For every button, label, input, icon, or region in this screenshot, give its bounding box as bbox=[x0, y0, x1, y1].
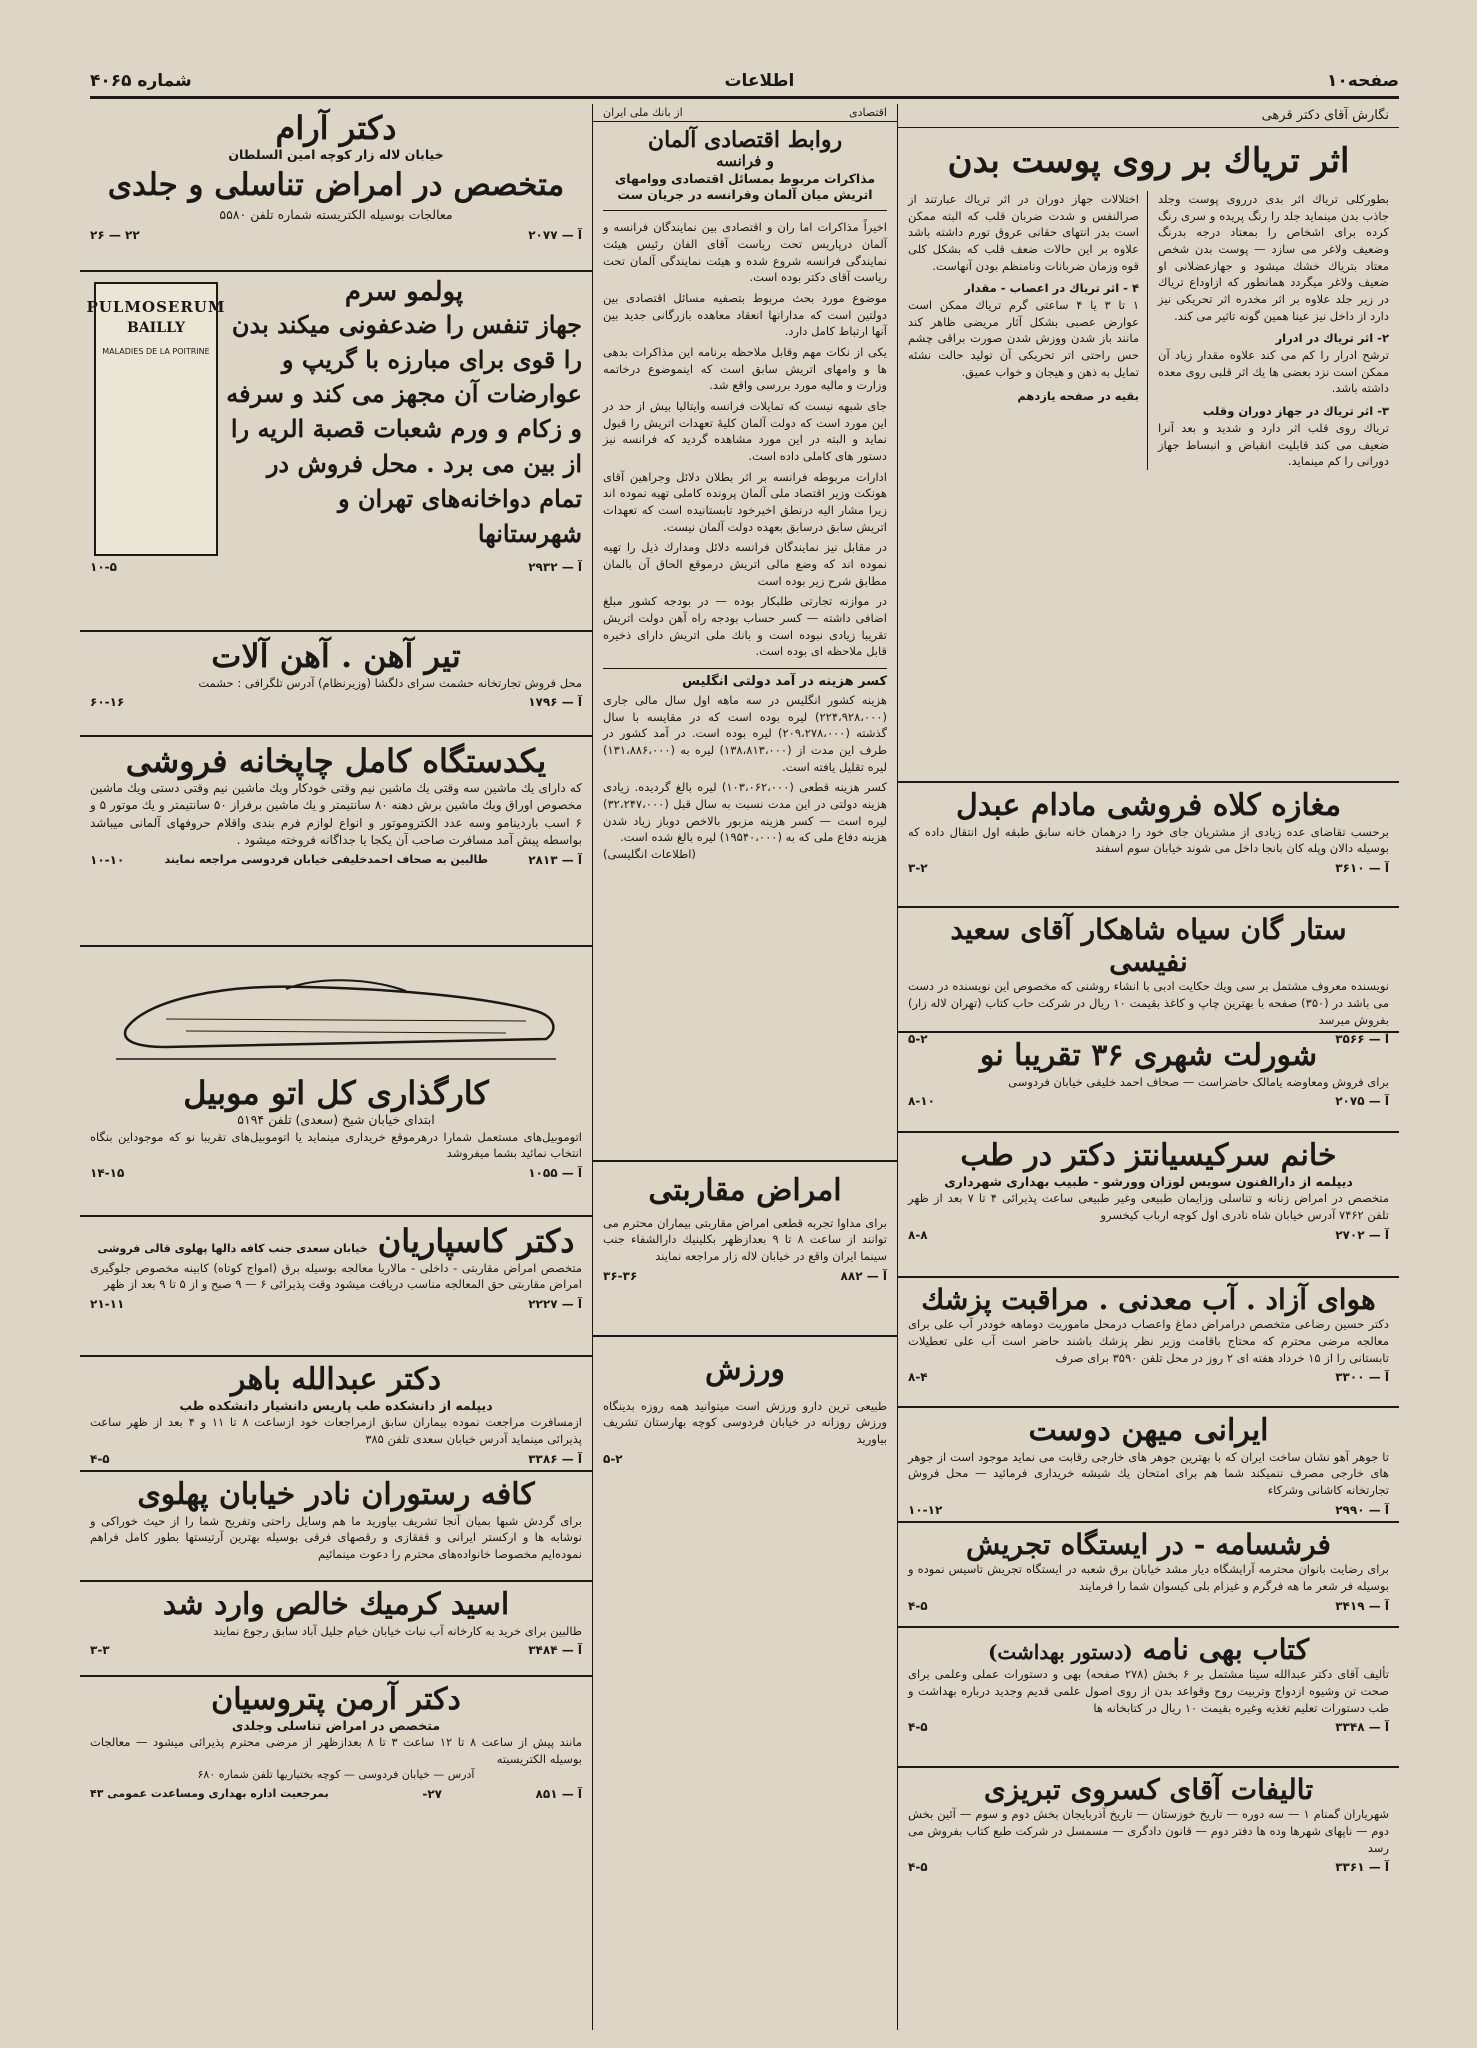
ad-ref: آ — ۱۷۹۶ bbox=[528, 695, 582, 710]
ad-formic-acid bbox=[80, 1582, 592, 1677]
ad-headline: متخصص در امراض تناسلی و جلدی bbox=[107, 166, 565, 203]
article-subtitle: مذاکرات مربوط بمسائل اقتصادی ووامهای اتریش میان آلمان وفرانسه در جریان ست bbox=[603, 171, 887, 212]
article-para: کسر هزینه قطعی (۱۰۳،۰۶۲،۰۰۰) لیره بالغ گردیده. زیادی هزینه دولتی در این مدت نسبت به سال قبل (۳۲،۲۴۷،۰۰۰) لیره است — کسر هزینه مزبور بالاخص دوباز زیاد شدن هزینه دفاع ملی که به (۱۹۵۴۰،۰۰۰) لیره بالغ شده است. bbox=[603, 780, 887, 845]
ad-title: دکتر عبدالله باهر bbox=[230, 1362, 442, 1397]
ad-title: دکتر کاسپاریان bbox=[377, 1222, 575, 1260]
issue-number: شماره ۴۰۶۵ bbox=[90, 71, 192, 91]
ad-ref: آ — ۳۳۸۶ bbox=[528, 1451, 582, 1466]
ad-title: کارگذاری کل اتو موبیل bbox=[183, 1074, 489, 1112]
ad-body: ازمسافرت مراجعت نموده بیماران سابق ازمراجعات خود ازساعت ۸ تا ۱۱ و ۴ بعد از ظهر ساعت پذیرائی مینماید آدرس خیابان سعدی تلفن ۳۸۵ bbox=[90, 1415, 583, 1447]
ad-body: شهریاران گمنام ۱ — سه دوره — تاریخ خوزستان — تاریخ آذربایجان بخش دوم و سوم — آئین بخش دوم — ناپهای شهرها وده ها دفتر دوم — قانون دادگری — مسمسل در شرکت طبع کتاب بفروش می رسد bbox=[908, 1807, 1389, 1855]
pkg-brand: PULMOSERUM bbox=[86, 298, 226, 316]
ad-ref: آ — ۲۷۰۲ bbox=[1335, 1227, 1389, 1242]
ad-ref: آ — ۲۸۱۳ bbox=[528, 853, 582, 868]
ad-num: ۶۰-۱۶ bbox=[90, 695, 125, 710]
middle-column bbox=[592, 104, 897, 2030]
article-para: در موازنه تجارتی طلبکار بوده — در بودجه کشور مبلغ اضافی داشته — کسر حساب بودجه راه آهن دولت اتریش تقریبا زیادی نبوده است و بانك ملی اتریش دارای ذخیره قابل ملاحظه ای بوده است. bbox=[603, 594, 887, 659]
ad-num: ۵-۲ bbox=[908, 1032, 928, 1047]
ad-iranian-ink bbox=[898, 1408, 1399, 1523]
ad-title: ورزش bbox=[704, 1352, 786, 1387]
right-column bbox=[897, 104, 1399, 2030]
article-title: روابط اقتصادی آلمان bbox=[647, 127, 843, 153]
section-source: از بانك ملی ایران bbox=[603, 106, 683, 119]
opium-article bbox=[898, 128, 1399, 783]
ad-title: تیر آهن . آهن آلات bbox=[211, 637, 461, 675]
section-heading: کسر هزینه در آمد دولتی انگلیس bbox=[603, 668, 887, 692]
ad-subtitle: دیپلمه از دارالفنون سویس لوزان وورشو - طبیب بهداری شهرداری bbox=[944, 1173, 1353, 1189]
ad-ref: آ — ۳۴۸۴ bbox=[528, 1643, 582, 1658]
ad-venereal bbox=[593, 1162, 897, 1337]
ad-num: ۵-۲ bbox=[603, 1451, 623, 1466]
ad-num: ۲۷- bbox=[422, 1786, 442, 1801]
ad-contact: طالبین به صحاف احمدخلیفی خیابان فردوسی مراجعه نمایند bbox=[164, 853, 488, 867]
ad-ref: آ — ۲۹۹۰ bbox=[1335, 1502, 1389, 1517]
ad-title: فرشسامه - در ایستگاه تجریش bbox=[966, 1528, 1331, 1561]
ad-num: ۲۱-۱۱ bbox=[90, 1297, 125, 1312]
ad-num: ۴-۵ bbox=[908, 1598, 928, 1613]
ad-num: ۸-۱۰ bbox=[908, 1094, 935, 1109]
ad-num: ۱۴-۱۵ bbox=[90, 1166, 125, 1181]
article-para: ترشح ادرار را کم می کند علاوه مقدار زیاد آن ممکن است نزد بعضی ها یك اثر قلبی روی معده داشته باشد. bbox=[1158, 348, 1389, 396]
pkg-label: MALADIES DE LA POITRINE bbox=[102, 347, 210, 356]
article-para: ادارات مربوطه فرانسه بر اثر بطلان دلائل وجراهین آقای هونکت وزیر اقتصاد ملی آلمان پرونده کاملی تهیه نموده اند زیرا مشار الیه درنطق اخیرخود تابستانیده است که تعهدات اتریش سابق درسابق بعهده دولت آلمان نیست. bbox=[603, 469, 887, 534]
ad-title-paren: (دستور بهداشت) bbox=[987, 1640, 1133, 1664]
ad-num: ۱۰-۱۰ bbox=[90, 853, 125, 868]
ad-dr-kasparian bbox=[80, 1217, 592, 1357]
ad-body: که دارای یك ماشین سه وقتی یك ماشین نیم وقتی خودکار ویك ماشین نیم وقتی دستی ویك ماشین مخصوص اوراق ویك ماشین برش دهنه ۸۰ سانتیمتر و یك ماشین برفراز ۵۰ سانتیمتر و یك موتور ۵ و ۶ اسب باردینامو وسه عدد الکتروموتور و انواع لوازم فرم بندی واقلام حروفهای آلمانی میباشد بواسطه پیش آمد مسافرت صاحب آن یکجا یا جداگانه فروخته میشود . bbox=[90, 780, 582, 847]
ad-iron-beams bbox=[80, 632, 592, 737]
ad-dr-petrosian bbox=[80, 1677, 592, 1827]
ad-cafe-nader bbox=[80, 1472, 592, 1582]
ad-title: مغازه کلاه فروشی مادام عبدل bbox=[955, 788, 1342, 823]
article-subhead: ۲- اثر تریاك در ادرار bbox=[1275, 331, 1389, 346]
ad-num: ۴-۵ bbox=[90, 1451, 110, 1466]
ad-ref: آ — ۳۳۴۸ bbox=[1335, 1720, 1389, 1735]
ad-title: دکتر آرام bbox=[275, 109, 397, 147]
ad-body: تألیف آقای دکتر عبدالله سینا مشتمل بر ۶ بخش (۲۷۸ صفحه) بهی و دستورات عملی وعلمی برای صحت تن وشیوه ازدواج وتربیت روح وقواعد بدن از روی اصول علمی قدیم وجدید درباره بهداشت و طب دستورات تعلیم تغذیه وغیره بقیمت ۱۰ ریال در کتابخانه ها bbox=[908, 1667, 1389, 1715]
left-column bbox=[80, 104, 592, 2030]
ad-note: بمرجعیت اداره بهداری ومساعدت عمومی ۴۳ bbox=[90, 1786, 329, 1800]
ad-subtitle: معالجات بوسیله الکتریسته شماره تلفن ۵۵۸۰ bbox=[219, 207, 453, 223]
ad-num: ۳-۳ bbox=[90, 1643, 110, 1658]
ad-sport bbox=[593, 1337, 897, 1497]
section-label: اقتصادی bbox=[848, 106, 887, 119]
ad-num: ۱۰-۵ bbox=[90, 560, 117, 574]
ad-title: کافه رستوران نادر خیابان پهلوی bbox=[137, 1477, 535, 1512]
ad-ref: آ — ۲۹۳۲ bbox=[528, 560, 582, 574]
ad-body: برای فروش ومعاوضه یامالک حاضراست — صحاف احمد خلیفی خیابان فردوسی bbox=[1008, 1074, 1389, 1089]
ad-hat-shop bbox=[898, 783, 1399, 908]
ad-num: ۳۶-۳۶ bbox=[603, 1268, 638, 1283]
ad-title: هوای آزاد . آب معدنی . مراقبت پزشك bbox=[921, 1283, 1376, 1316]
article-credit: نگارش آقای دکتر قرهی bbox=[898, 104, 1399, 128]
ad-body: دکتر حسین رضاعی متخصص درامراض دماغ واعصاب درمحل ماموریت دوماهه خوددر آب علی برای معالجه مرضی محترم که محتاج باقامت وزیر نظر پزشك باشند حاضر است آب علی تعطیلات تابستانی را از ۱۵ خرداد هفته ای ۲ روز در محل تلفن ۳۵۹۰ برای صرف bbox=[908, 1317, 1389, 1365]
article-title: اثر تریاك بر روی پوست بدن bbox=[947, 141, 1350, 181]
economic-article bbox=[593, 122, 897, 1162]
ad-num: ۸-۸ bbox=[908, 1227, 928, 1242]
ad-address: آدرس — خیابان فردوسی — کوچه بختیاریها تلفن شماره ۶۸۰ bbox=[197, 1767, 475, 1781]
ad-body: نویسنده معروف مشتمل بر سی ویك حکایت ادبی با انشاء روشنی که مخصوص این نویسنده در دست می باشد در (۳۵۰) صفحه با بهترین چاپ و کاغذ بقیمت ۱۰ ریال در شرکت حاب کتاب (تهران لاله زار) بفروش میرسد bbox=[908, 979, 1389, 1027]
ad-health-book bbox=[898, 1628, 1399, 1768]
paper-name: اطلاعات bbox=[724, 71, 795, 91]
masthead bbox=[90, 66, 1399, 99]
ad-chevrolet bbox=[898, 1033, 1399, 1133]
ad-body: برحسب تقاضای عده زیادی از مشتریان جای خود را درهمان خانه سابق طبقه اول انتقال داده که بوسیله دالان وپله کان بانجا داخل می شوند خیابان سوم اسفند bbox=[908, 824, 1389, 856]
ad-body: برای رضایت بانوان محترمه آرایشگاه دیار مشد خیابان برق شعبه در ایستگاه تجریش تاسیس نموده و بوسیله فر شعر ما هه فرگرم و غیزام بلی کیسوان شما را فرمایند bbox=[908, 1562, 1389, 1593]
ad-ref: آ — ۲۰۷۷ bbox=[528, 228, 582, 243]
article-para: اختلالات جهاز دوران در اثر تریاك عبارتند از صرالنفس و شدت ضربان قلب که البته ممکن است بدر انتهای حقانی عروق تورم داشته باشد علاوه بر این حالات ضعف قلب که بشکل کلی قوه وزمان ضربانات ونامنظم بودن آنهاست. bbox=[908, 192, 1139, 273]
article-subhead: ۳- اثر تریاك در جهاز دوران وقلب bbox=[1202, 404, 1389, 419]
ad-title: دکتر آرمن پتروسیان bbox=[211, 1682, 461, 1717]
article-para: موضوع مورد بحث مربوط بتصفیه مسائل اقتصادی بین دولتین است که مدارانها انعقاد معاهده بازرگانی جدید بین آنها ارتباط کامل دارد. bbox=[603, 290, 887, 339]
article-para: بطورکلی تریاك اثر بدی درروی پوست وجلد جاذب بدن مینماید جلد را رنگ پریده و سری رنگ کرده برای اشخاص را بمعتاد درجه بدرنگ وضعیف ولاغر می سازد — پوست بدن شخص معتاد بتریاك خشك میشود و جهازعضلانی او ضعیف ولاغر میگردد همانطور که ازاوداع تریاك در زیر جلد علاوه بر اثر مخدره اثر تحریکی نیز دارد از داخل نیز عینا همین گونه تاثیر می کند. bbox=[1158, 192, 1389, 323]
continued-note: بقیه در صفحه یازدهم bbox=[1017, 389, 1139, 404]
ad-ref: آ — ۳۳۶۱ bbox=[1335, 1860, 1389, 1875]
pkg-maker: BAILLY bbox=[126, 320, 186, 336]
article-para: تریاك روی قلب اثر دارد و شدید و بعد آنرا ضعیف می کند قابلیت انقباض و انبساط جهاز دورانی را کم مینماید. bbox=[1158, 420, 1389, 469]
ad-print-shop bbox=[80, 737, 592, 947]
ad-ref: آ — ۸۵۱ bbox=[535, 1786, 582, 1801]
pulmoserum-package-image bbox=[86, 282, 226, 556]
ad-body: متخصص در امراض زنانه و تناسلی وزایمان طبیعی وغیر طبیعی ساعت پذیرائی ۴ تا ۷ بعد از ظهر تلفن ۷۴۶۲ آدرس خیابان شاه نادری اول کوچه ارباب کیخسرو bbox=[908, 1191, 1390, 1223]
ad-body: محل فروش تجارتخانه حشمت سرای دلگشا (وزیرنظام) آدرس تلگرافی : حشمت bbox=[198, 675, 582, 690]
ad-num: ۸-۴ bbox=[908, 1370, 928, 1385]
ad-body: طبیعی ترین دارو ورزش است میتوانید همه روزه بدینگاه ورزش روزانه در خیابان فردوسی کوچه بهارستان تشریف بیاورید bbox=[603, 1398, 887, 1446]
ad-num: ۳-۲ bbox=[908, 860, 928, 875]
article-para: در مقابل نیز نمایندگان فرانسه دلائل ومدارك ذیل را تهیه نموده اند که وضع مالی اتریش درموقع الحاق آن بالمان مطابق شرح زیر بوده است bbox=[603, 540, 887, 588]
source-note: (اطلاعات انگلیسی) bbox=[603, 846, 696, 861]
ad-pulmoserum bbox=[80, 272, 592, 632]
ad-ref: آ — ۳۴۱۹ bbox=[1335, 1598, 1389, 1613]
ad-black-stars bbox=[898, 908, 1399, 1047]
article-para: هزینه کشور انگلیس در سه ماهه اول سال مالی جاری (۲۲۴،۹۲۸،۰۰۰) لیره بوده است که در مقایسه با سال گذشته (۲۰۹،۲۷۸،۰۰۰) لیره بوده است. در آمد کشور در طرف این مدت از (۱۳۸،۸۱۳،۰۰۰) لیره به (۱۳۱،۸۸۶،۰۰۰) لیره تقلیل یافته است. bbox=[603, 692, 888, 774]
ad-dr-aram bbox=[80, 104, 592, 272]
ad-ref: آ — ۳۶۱۰ bbox=[1335, 860, 1389, 875]
ad-ref: آ — ۸۸۲ bbox=[840, 1268, 887, 1283]
ad-num: ۲۲ — ۲۶ bbox=[90, 228, 140, 243]
ad-title: امراض مقاربتی bbox=[648, 1173, 842, 1208]
ad-ref: آ — ۱۰۵۵ bbox=[528, 1166, 582, 1181]
ad-body: مانند پیش از ساعت ۸ تا ۱۲ ساعت ۳ تا ۸ بعدازظهر از مرضی محترم پذیرائی میشود — معالجات بوسیله الکتریسیته bbox=[90, 1735, 583, 1767]
ad-ref: آ — ۲۲۲۷ bbox=[528, 1297, 582, 1312]
ad-title: ایرانی میهن دوست bbox=[1028, 1413, 1269, 1448]
ad-kasravi-books bbox=[898, 1768, 1399, 1878]
ad-mineral-water bbox=[898, 1278, 1399, 1408]
ad-num: ۱۰-۱۲ bbox=[908, 1502, 943, 1517]
ad-title: تالیفات آقای کسروی تبریزی bbox=[983, 1773, 1314, 1806]
ad-dr-baher bbox=[80, 1357, 592, 1472]
ad-hair-salon bbox=[898, 1523, 1399, 1628]
ad-ref: آ — ۳۳۰۰ bbox=[1335, 1370, 1389, 1385]
ad-title: پولمو سرم bbox=[344, 277, 464, 307]
ad-ref: آ — ۳۵۶۶ bbox=[1335, 1032, 1389, 1047]
ad-title: شورلت شهری ۳۶ تقریبا نو bbox=[979, 1038, 1318, 1073]
article-title-2: و فرانسه bbox=[716, 152, 774, 171]
ad-body: تا جوهر آهو نشان ساخت ایران که با بهترین جوهر های خارجی رقابت می نماید موجود است از جوهر های خارجی مصرف ننمیکند شما هم برای امتحان یك شیشه خریداری فرمائید — محل فروش تجارتخانه کاشانی وشرکاء bbox=[908, 1449, 1389, 1497]
ad-title: خانم سرکیسیانتز دکتر در طب bbox=[960, 1138, 1337, 1173]
ad-ref: آ — ۲۰۷۵ bbox=[1335, 1094, 1389, 1109]
ad-dr-sarkisiants bbox=[898, 1133, 1399, 1278]
ad-auto-agency bbox=[80, 947, 592, 1217]
ad-title: یکدستگاه کامل چاپخانه فروشی bbox=[125, 742, 547, 780]
ad-body: طالبین برای خرید به کارخانه آب نبات خیابان خیام جلیل آباد سابق رجوع نمایند bbox=[213, 1623, 582, 1638]
ad-body: برای گردش شبها بمیان آنجا تشریف بیاورید ما هم وسایل راحتی وتفریح شما را از حیث خوراکی و نوشابه ها و ارکستر ایرانی و قفقازی و رقصهای فرقی بوسیله بهترین آرتیستها بطور کامل فراهم نموده‌ایم مخصوصا خانواده‌های محترم را دعوت مینمائیم bbox=[90, 1513, 582, 1561]
ad-title: اسید کرمیك خالص وارد شد bbox=[162, 1587, 510, 1622]
ad-num: ۴-۵ bbox=[908, 1720, 928, 1735]
ad-title: کتاب بهی نامه bbox=[1142, 1633, 1310, 1666]
ad-subtitle: دیپلمه از دانشکده طب پاریس دانشیار دانشکده طب bbox=[179, 1397, 493, 1413]
article-para: جای شبهه نیست که تمایلات فرانسه وایتالیا بیش از حد در این مورد است که دولت آلمان کلیهٔ تعهدات اتریش را قبول نماید و البته در این مورد مشاهده گردید که فرانسه نیز دستور های کاملی داده است. bbox=[603, 399, 887, 464]
page-number: صفحه۱۰ bbox=[1327, 71, 1399, 91]
ad-address: ابتدای خیابان شیخ (سعدی) تلفن ۵۱۹۴ bbox=[237, 1111, 435, 1127]
article-para: یکی از نکات مهم وقابل ملاحظه برنامه این مذاکرات بدهی ها و وامهای اتریش سابق است که اینموضوع درخاتمه وزارت و مالیه مورد بررسی واقع شد. bbox=[603, 345, 887, 393]
ad-address: خیابان لاله زار کوچه امین السلطان bbox=[228, 146, 444, 162]
ad-subtitle: متخصص در امراض تناسلی وجلدی bbox=[231, 1717, 441, 1733]
ad-num: ۴-۵ bbox=[908, 1860, 928, 1875]
ad-body: اتوموبیل‌های مستعمل شمارا درهرموقع خریداری مینماید یا اتوموبیل‌های تقریبا نو که موجوداین بنگاه انتخاب نمائید بشما میفروشد bbox=[90, 1129, 582, 1161]
ad-address: خیابان سعدی جنب کافه دالها پهلوی قالی فروشی bbox=[97, 1242, 368, 1255]
ad-body: متخصص امراض مقاربتی - داخلی - مالاریا معالجه بوسیله برق (امواج کوتاه) کابینه مخصوص جلوگیری امراض مقاربتی حق المعالجه مناسب دریافت میشود وقت پذیرائی ۶ — ۹ صبح و از ۵ تا ۹ بعد از ظهر bbox=[90, 1260, 582, 1292]
ad-body: برای مداوا تجربه قطعی امراض مقاربتی بیماران محترم می توانند از ساعت ۸ تا ۹ بعدازظهر بکلینیك دارالشفاء جنب سینما ایران واقع در خیابان لاله زار مراجعه نمایند bbox=[603, 1215, 888, 1263]
ad-body: جهاز تنفس را ضدعفونی میکند بدن را قوی برای مبارزه با گریپ و عوارضات آن مجهز می کند و سرفه و زکام و ورم شعبات قصبة الریه را از بین می برد . محل فروش در تمام دواخانه‌های تهران و شهرستانها bbox=[226, 309, 582, 548]
car-illustration bbox=[106, 959, 566, 1069]
article-para: اخیراً مذاکرات اما ران و اقتصادی بین نمایندگان فرانسه و آلمان درپاریس تحت ریاست آقای الفان رئیس هیئت نمایندگی فرانسه شروع شده و هیئت نمایندگی آلمان تحت ریاست آقای دکتر بوده است. bbox=[603, 220, 887, 285]
article-para: ۱ تا ۳ یا ۴ ساعتی گرم تریاك ممکن است عوارض عصبی بشکل آثار مریضی ظاهر کند مانند باز شدن ووزش شدن صورت براقی چشم حس راحتی اتر تحریکی آن تولید حالت نشئه تمایل به ذهن و هیجان و خواب عمیق. bbox=[908, 298, 1140, 379]
article-subhead: ۴ - اثر تریاك در اعصاب - مقدار bbox=[964, 281, 1139, 296]
ad-title: ستار گان سیاه شاهکار آقای سعید نفیسی bbox=[950, 913, 1347, 979]
